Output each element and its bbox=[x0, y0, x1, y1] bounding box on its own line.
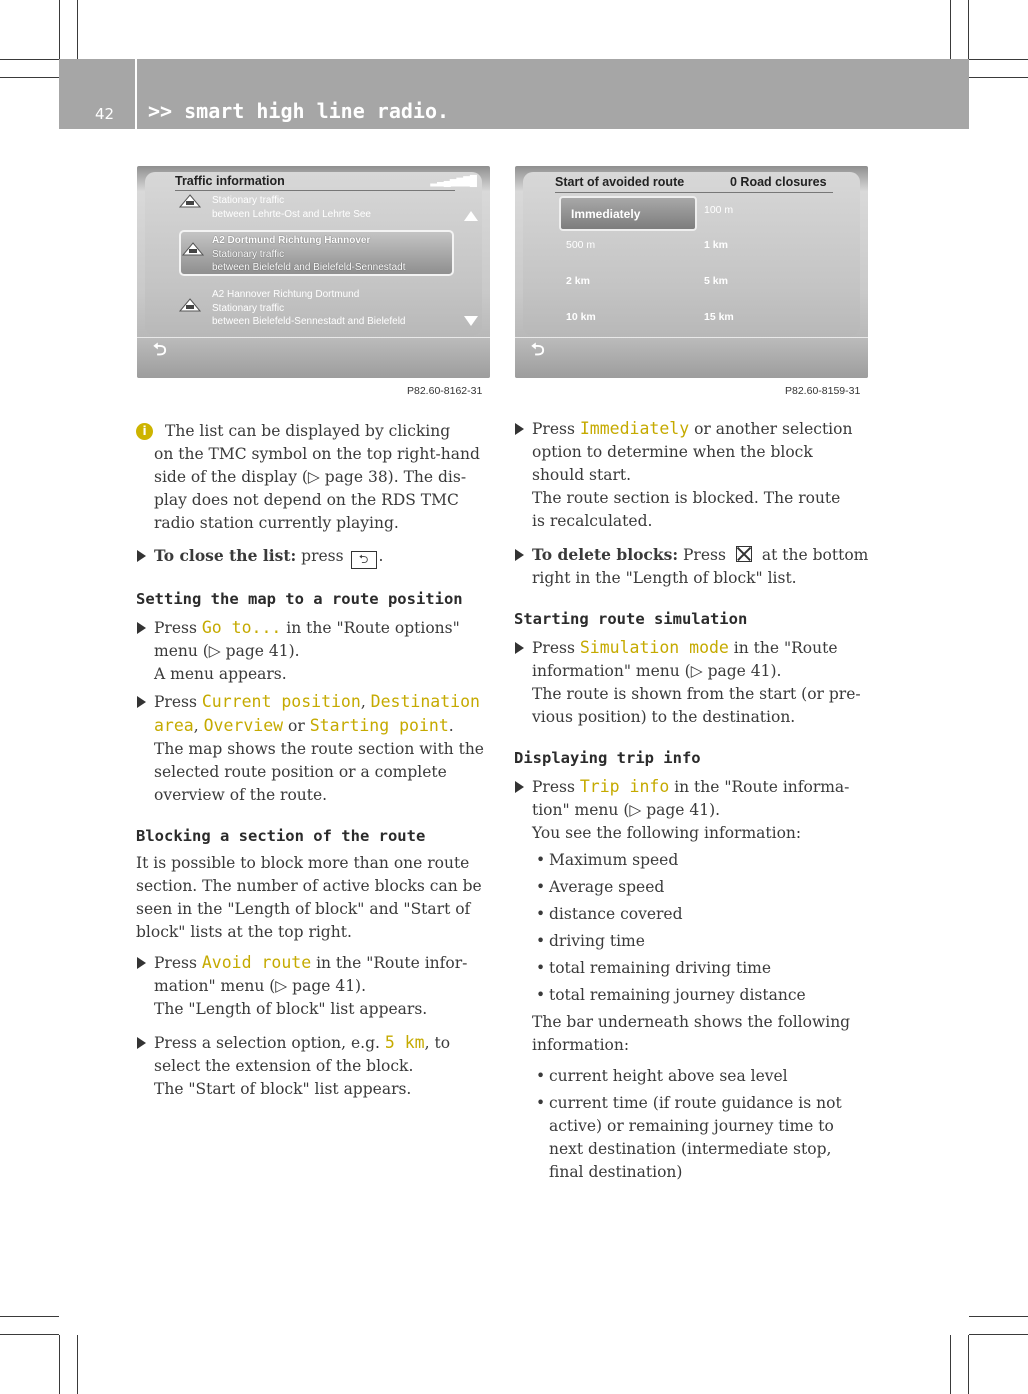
crop-mark bbox=[77, 1335, 78, 1394]
step-arrow-icon bbox=[137, 1037, 146, 1049]
note-line: play does not depend on the RDS TMC bbox=[154, 491, 459, 509]
left-column bbox=[136, 420, 496, 1101]
section-heading: Starting route simulation bbox=[514, 610, 748, 628]
page-number: 42 bbox=[95, 105, 115, 123]
section-heading: Blocking a section of the route bbox=[136, 827, 426, 845]
option-immediately[interactable]: Immediately bbox=[559, 196, 697, 231]
traffic-item-line: Stationary traffic bbox=[212, 248, 285, 260]
option-10km[interactable]: 10 km bbox=[566, 311, 596, 323]
step-arrow-icon bbox=[137, 957, 146, 969]
ui-term: area bbox=[154, 716, 194, 735]
ui-term: Current position bbox=[201, 692, 361, 711]
avoided-route-screen bbox=[515, 166, 868, 378]
screen-bottom-bar bbox=[515, 337, 868, 378]
traffic-item-line: Stationary traffic bbox=[212, 302, 285, 314]
note-line: side of the display (▷ page 38). The dis- bbox=[154, 468, 467, 486]
list-item: • current time (if route guidance is not active) or remaining journey time to next destination (intermediate stop, final destination) bbox=[514, 1092, 874, 1184]
step-arrow-icon bbox=[515, 642, 524, 654]
scroll-down-icon[interactable] bbox=[464, 316, 478, 326]
list-item: • distance covered bbox=[514, 903, 874, 926]
option-2km[interactable]: 2 km bbox=[566, 275, 590, 287]
crop-mark bbox=[968, 0, 969, 59]
option-1km[interactable]: 1 km bbox=[704, 239, 728, 251]
crop-mark bbox=[0, 77, 59, 78]
header-rule bbox=[175, 190, 455, 191]
instruction-step: To delete blocks: Press at the bottom right in the "Length of block" list. bbox=[514, 543, 874, 590]
instruction-step: Press Go to... in the "Route options" menu (▷ page 41). A menu appears. bbox=[136, 616, 496, 686]
paragraph: It is possible to block more than one route section. The number of active blocks can be seen in the "Length of block" and "Start of block" lists at the top right. bbox=[136, 854, 482, 941]
ui-term: Go to... bbox=[201, 618, 282, 637]
traffic-information-screen bbox=[137, 166, 490, 378]
traffic-jam-icon bbox=[182, 242, 204, 256]
step-arrow-icon bbox=[137, 550, 146, 562]
list-item: • Average speed bbox=[514, 876, 874, 899]
instruction-step: Press Immediately or another selection option to determine when the block should start. The route section is blocked. The route is recalculated. bbox=[514, 417, 874, 533]
traffic-item-line: between Lehrte-Ost and Lehrte See bbox=[212, 208, 371, 220]
option-15km[interactable]: 15 km bbox=[704, 311, 734, 323]
ui-term: Avoid route bbox=[201, 953, 312, 972]
list-item: • driving time bbox=[514, 930, 874, 953]
step-label: To close the list: bbox=[154, 546, 297, 565]
ui-term: Destination bbox=[370, 692, 480, 711]
instruction-step: Press Trip info in the "Route informa- tion" menu (▷ page 41). You see the following information: bbox=[514, 775, 874, 845]
section-heading: Setting the map to a route position bbox=[136, 590, 463, 608]
note-line: The list can be displayed by clicking bbox=[165, 422, 451, 440]
crop-mark bbox=[0, 59, 59, 60]
ui-term: Trip info bbox=[579, 777, 670, 796]
ui-term: 5 km bbox=[384, 1033, 425, 1052]
crop-mark bbox=[969, 1316, 1028, 1317]
crop-mark bbox=[77, 0, 78, 59]
traffic-item-line: Stationary traffic bbox=[212, 195, 285, 206]
info-note bbox=[136, 420, 496, 535]
list-item: • current height above sea level bbox=[514, 1065, 874, 1088]
list-item: • total remaining journey distance bbox=[514, 984, 874, 1007]
crop-mark bbox=[59, 0, 60, 59]
page-header bbox=[59, 59, 969, 129]
list-item: • Maximum speed bbox=[514, 849, 874, 872]
crop-mark bbox=[950, 0, 951, 59]
header-divider bbox=[135, 59, 137, 129]
option-100m[interactable]: 100 m bbox=[704, 204, 734, 216]
crop-mark bbox=[59, 1335, 60, 1394]
step-arrow-icon bbox=[515, 423, 524, 435]
traffic-jam-icon bbox=[179, 298, 201, 312]
crop-mark bbox=[0, 1334, 59, 1335]
crop-mark bbox=[968, 1335, 969, 1394]
traffic-item[interactable] bbox=[212, 194, 472, 221]
step-arrow-icon bbox=[137, 696, 146, 708]
crop-mark bbox=[969, 77, 1028, 78]
note-line: radio station currently playing. bbox=[154, 514, 399, 532]
section-heading: Displaying trip info bbox=[514, 749, 701, 767]
ui-term: Immediately bbox=[579, 419, 690, 438]
crop-mark bbox=[969, 59, 1028, 60]
crop-mark bbox=[0, 1316, 59, 1317]
traffic-item-line: between Bielefeld-Sennestadt and Bielefeld bbox=[212, 316, 406, 327]
road-closures-count: 0 Road closures bbox=[730, 175, 827, 189]
step-label: To delete blocks: bbox=[532, 545, 679, 564]
option-500m[interactable]: 500 m bbox=[566, 239, 596, 251]
signal-strength-icon: ▂▃▄▅▆▇█ bbox=[430, 176, 476, 187]
traffic-item-line: A2 Hannover Richtung Dortmund bbox=[212, 289, 360, 300]
screen-header: Traffic information bbox=[175, 174, 285, 188]
note-line: on the TMC symbol on the top right-hand bbox=[154, 445, 480, 463]
traffic-item[interactable] bbox=[212, 234, 472, 275]
delete-block-icon bbox=[736, 546, 752, 562]
traffic-item-line: A2 Dortmund Richtung Hannover bbox=[212, 235, 371, 246]
list-item: • total remaining driving time bbox=[514, 957, 874, 980]
figure-caption: P82.60-8159-31 bbox=[785, 385, 861, 397]
instruction-step: Press Current position, Destination area, Overview or Starting point. The map shows the route section with the selected route position or a complete overview of the route. bbox=[136, 690, 496, 807]
option-5km[interactable]: 5 km bbox=[704, 275, 728, 287]
traffic-jam-icon bbox=[179, 194, 201, 208]
crop-mark bbox=[969, 1334, 1028, 1335]
back-key-icon: ⮌ bbox=[351, 551, 377, 569]
crop-mark bbox=[950, 1335, 951, 1394]
scroll-up-icon[interactable] bbox=[464, 211, 478, 221]
back-icon[interactable]: ⮌ bbox=[531, 340, 545, 359]
step-arrow-icon bbox=[515, 549, 524, 561]
ui-term: Overview bbox=[203, 716, 284, 735]
figure-caption: P82.60-8162-31 bbox=[407, 385, 483, 397]
section-title: >> smart high line radio. bbox=[148, 99, 450, 123]
trip-info-list bbox=[514, 849, 874, 1007]
screen-header: Start of avoided route bbox=[555, 175, 685, 189]
back-icon[interactable]: ⮌ bbox=[153, 340, 167, 359]
instruction-step: To close the list: press ⮌ . bbox=[136, 544, 496, 569]
paragraph: The bar underneath shows the following information: bbox=[532, 1013, 851, 1054]
step-arrow-icon bbox=[137, 622, 146, 634]
ui-term: Simulation mode bbox=[579, 638, 729, 657]
header-rule bbox=[555, 192, 833, 193]
traffic-item[interactable] bbox=[212, 288, 472, 329]
right-column bbox=[514, 417, 874, 1184]
traffic-item-line: between Bielefeld and Bielefeld-Sennestadt bbox=[212, 262, 406, 273]
instruction-step: Press Simulation mode in the "Route information" menu (▷ page 41). The route is shown from the start (or pre- vious position) to the destination. bbox=[514, 636, 874, 729]
screen-bottom-bar bbox=[137, 337, 490, 378]
instruction-step: Press Avoid route in the "Route infor- mation" menu (▷ page 41). The "Length of block" list appears. bbox=[136, 951, 496, 1021]
instruction-step: Press a selection option, e.g. 5 km, to select the extension of the block. The "Start of block" list appears. bbox=[136, 1031, 496, 1101]
ui-term: Starting point bbox=[309, 716, 449, 735]
step-arrow-icon bbox=[515, 781, 524, 793]
bar-info-list bbox=[514, 1065, 874, 1184]
info-icon: i bbox=[136, 423, 153, 440]
